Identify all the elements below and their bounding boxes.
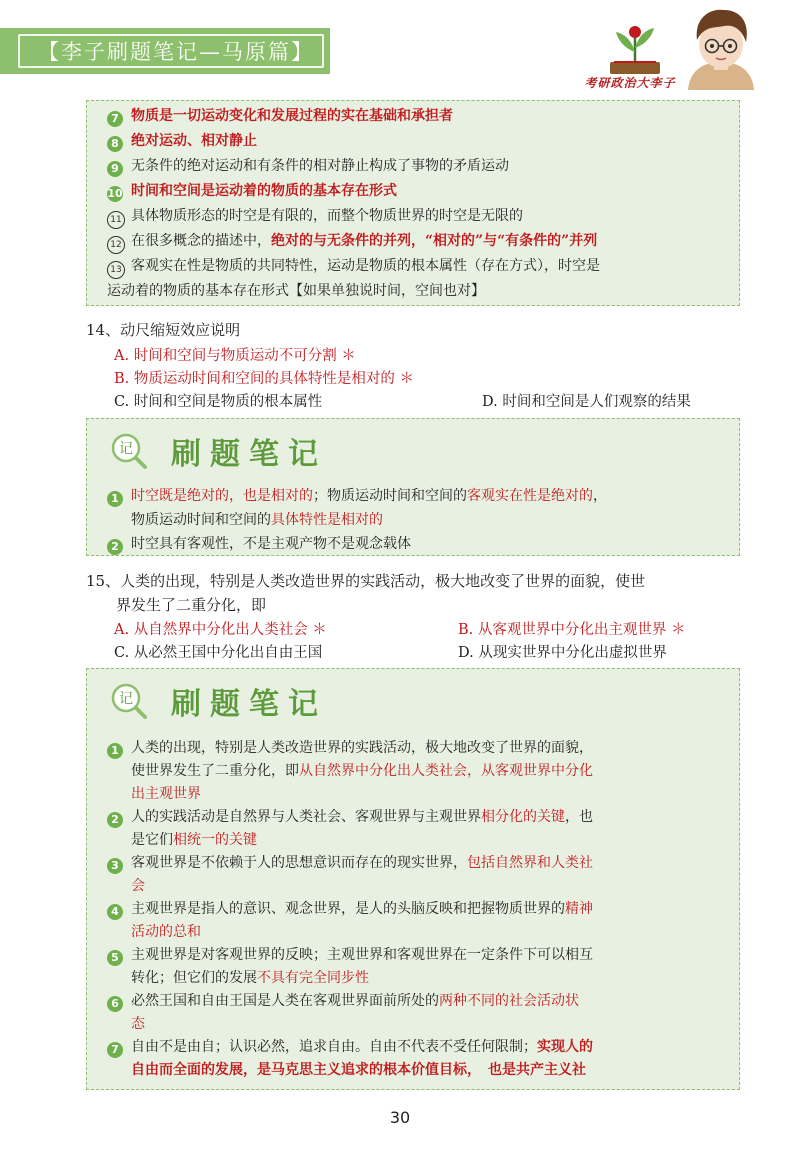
item-text: 客观实在性是绝对的 xyxy=(467,488,593,504)
item-text: 精神 xyxy=(565,901,593,917)
item-text: 绝对的与无条件的并列，“相对的”与“有条件的”并列 xyxy=(271,233,598,249)
item-text: ；物质运动时间和空间的 xyxy=(313,488,467,504)
item-text: 自由不是由自；认识必然，追求自由。自由不代表不受任何限制； xyxy=(131,1039,537,1055)
item-text: 主观世界是对客观世界的反映；主观世界和客观世界在一定条件下可以相互 xyxy=(131,947,593,963)
q15-option-b: B. 从客观世界中分化出主观世界 ＊ xyxy=(458,622,686,638)
question-15-stem-line1: 15、人类的出现，特别是人类改造世界的实践活动，极大地改变了世界的面貌，使世 xyxy=(86,572,646,590)
item-text: 具体特性是相对的 xyxy=(271,512,383,528)
list-item xyxy=(107,509,721,531)
q15-option-c: C. 从必然王国中分化出自由王国 xyxy=(114,645,323,661)
item-text: 不具有完全同步性 xyxy=(257,970,369,986)
item-number-badge: 10 xyxy=(107,187,123,200)
item-text: 人的实践活动是自然界与人类社会、客观世界与主观世界 xyxy=(131,809,481,825)
item-text: 出主观世界 xyxy=(131,786,201,802)
item-number-badge: 13 xyxy=(107,261,125,279)
list-item xyxy=(107,533,721,555)
item-number-badge: 5 xyxy=(107,950,123,966)
list-item xyxy=(107,875,721,897)
item-number-badge: 7 xyxy=(107,1042,123,1058)
item-number-badge: 1 xyxy=(107,491,123,507)
list-item xyxy=(107,829,721,851)
list-item xyxy=(107,783,721,805)
list-item xyxy=(107,1013,721,1035)
sprout-logo-icon xyxy=(596,18,674,80)
list-item xyxy=(107,205,721,229)
item-text: 必然王国和自由王国是人类在客观世界面前所处的 xyxy=(131,993,439,1009)
list-item xyxy=(107,737,721,759)
avatar xyxy=(680,6,762,90)
item-number-badge: 7 xyxy=(107,111,123,127)
q14-option-a: A. 时间和空间与物质运动不可分割 ＊ xyxy=(114,348,356,364)
q14-option-c: C. 时间和空间是物质的根本属性 xyxy=(114,394,323,410)
list-item xyxy=(107,921,721,943)
item-text: 在很多概念的描述中， xyxy=(131,233,271,249)
item-text: 相统一的关键 xyxy=(173,832,257,848)
item-text: 时空既是绝对的，也是相对的 xyxy=(131,488,313,504)
notes-title: 刷题笔记 xyxy=(171,437,327,472)
item-number-badge: 2 xyxy=(107,539,123,555)
list-item xyxy=(107,180,721,202)
item-text: 活动的总和 xyxy=(131,924,201,940)
item-number-badge: 3 xyxy=(107,858,123,874)
notes-box-q15 xyxy=(86,668,740,1090)
item-text: 无条件的绝对运动和有条件的相对静止构成了事物的矛盾运动 xyxy=(131,158,509,174)
list-item xyxy=(107,255,721,279)
banner-frame xyxy=(18,34,324,68)
list-item xyxy=(107,806,721,828)
item-text: 自由而全面的发展，是马克思主义追求的根本价值目标， 也是共产主义社 xyxy=(131,1062,586,1078)
item-text: 时空具有客观性，不是主观产物不是观念载体 xyxy=(131,536,411,552)
notes-header xyxy=(109,429,327,473)
q15-option-d: D. 从现实世界中分化出虚拟世界 xyxy=(458,645,667,661)
notes-title: 刷题笔记 xyxy=(171,687,327,722)
item-number-badge: 9 xyxy=(107,161,123,177)
item-text: 使世界发生了二重分化，即 xyxy=(131,763,299,779)
magnifier-note-icon xyxy=(109,431,149,471)
question-15-stem-line2: 界发生了二重分化，即 xyxy=(116,596,267,614)
item-text: 具体物质形态的时空是有限的，而整个物质世界的时空是无限的 xyxy=(131,208,523,224)
item-text: 包括自然界和人类社 xyxy=(467,855,593,871)
list-item xyxy=(107,967,721,989)
notes-icon-char: 记 xyxy=(119,691,133,707)
question-14-stem: 14、动尺缩短效应说明 xyxy=(86,321,241,339)
item-text: 人类的出现，特别是人类改造世界的实践活动，极大地改变了世界的面貌， xyxy=(131,740,593,756)
item-text: 实现人的 xyxy=(537,1039,593,1055)
item-text: 是它们 xyxy=(131,832,173,848)
list-item xyxy=(107,130,721,152)
page-number: 30 xyxy=(389,1108,411,1127)
notes-icon-char: 记 xyxy=(119,441,133,457)
item-text: 态 xyxy=(131,1016,145,1032)
list-item xyxy=(107,485,721,507)
item-text: 转化；但它们的发展 xyxy=(131,970,257,986)
item-text: 客观实在性是物质的共同特性，运动是物质的根本属性（存在方式），时空是 xyxy=(131,258,600,274)
item-text: 运动着的物质的基本存在形式【如果单独说时间，空间也对】 xyxy=(107,283,485,299)
item-text: 时间和空间是运动着的物质的基本存在形式 xyxy=(131,183,397,199)
notes-header xyxy=(109,679,327,723)
summary-box-1 xyxy=(86,100,740,306)
list-item xyxy=(107,155,721,177)
item-number-badge: 6 xyxy=(107,996,123,1012)
item-text: 相分化的关键 xyxy=(481,809,565,825)
list-item xyxy=(107,760,721,782)
header-banner xyxy=(0,28,330,74)
item-text: 客观世界是不依赖于人的思想意识而存在的现实世界， xyxy=(131,855,467,871)
logo-caption: 考研政治大李子 xyxy=(584,76,676,90)
item-text: 物质运动时间和空间的 xyxy=(131,512,271,528)
item-text: 物质是一切运动变化和发展过程的实在基础和承担者 xyxy=(131,108,453,124)
q14-option-d: D. 时间和空间是人们观察的结果 xyxy=(482,394,691,410)
list-item xyxy=(107,898,721,920)
q14-option-b: B. 物质运动时间和空间的具体特性是相对的 ＊ xyxy=(114,371,414,387)
item-text: 从自然界中分化出人类社会，从客观世界中分化 xyxy=(299,763,593,779)
item-number-badge: 4 xyxy=(107,904,123,920)
list-item xyxy=(107,230,721,254)
item-number-badge: 8 xyxy=(107,136,123,152)
item-text: 主观世界是指人的意识、观念世界，是人的头脑反映和把握物质世界的 xyxy=(131,901,565,917)
banner-title: 【李子刷题笔记—马原篇】 xyxy=(38,40,314,64)
list-item xyxy=(107,1036,721,1058)
list-item xyxy=(107,990,721,1012)
item-text: 两种不同的社会活动状 xyxy=(439,993,579,1009)
item-text: 会 xyxy=(131,878,145,894)
item-number-badge: 1 xyxy=(107,743,123,759)
list-item xyxy=(107,1059,721,1081)
item-text: 绝对运动、相对静止 xyxy=(131,133,257,149)
item-number-badge: 12 xyxy=(107,236,125,254)
list-item xyxy=(107,280,721,302)
item-number-badge: 2 xyxy=(107,812,123,828)
list-item xyxy=(107,944,721,966)
list-item xyxy=(107,852,721,874)
notes-box-q14 xyxy=(86,418,740,556)
list-item xyxy=(107,105,721,127)
item-text: ， xyxy=(593,488,607,504)
q15-option-a: A. 从自然界中分化出人类社会 ＊ xyxy=(114,622,327,638)
magnifier-note-icon xyxy=(109,681,149,721)
item-text: ，也 xyxy=(565,809,593,825)
item-number-badge: 11 xyxy=(107,211,125,229)
